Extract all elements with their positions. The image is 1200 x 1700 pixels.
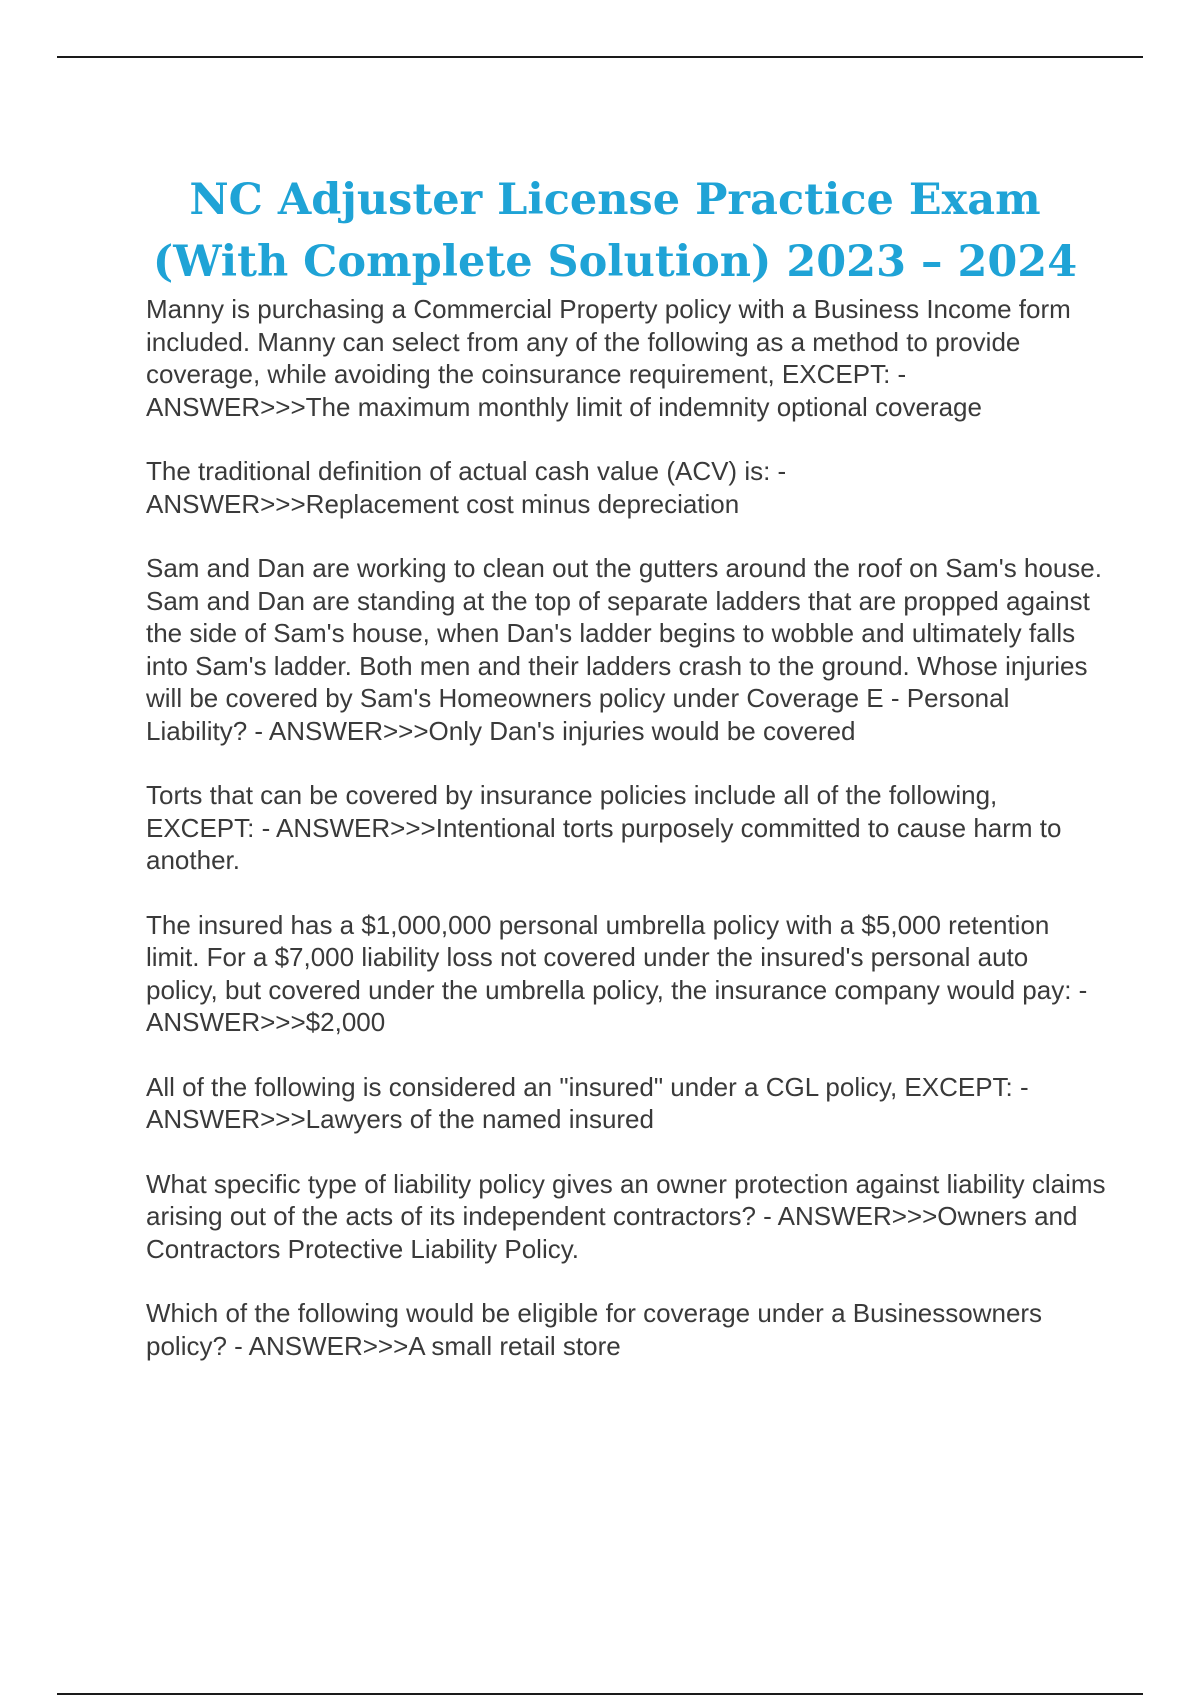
qa-item-8 — [146, 1297, 1106, 1362]
question-text: Manny is purchasing a Commercial Property policy with a Business Income form included. Manny can select from any of the following as a method to provide coverage, while avoiding the coinsurance requirement, EXCEPT: - — [146, 294, 1071, 389]
answer-text: ANSWER>>>Intentional torts purposely committed to cause harm to another. — [146, 812, 1062, 875]
answer-text: ANSWER>>>$2,000 — [146, 1007, 386, 1037]
qa-item-6 — [146, 1071, 1106, 1136]
qa-item-1 — [146, 293, 1106, 423]
qa-item-5 — [146, 909, 1106, 1039]
qa-item-4 — [146, 779, 1106, 877]
top-rule — [57, 56, 1143, 58]
question-text: Torts that can be covered by insurance policies include all of the following, EXCEPT: - — [146, 780, 998, 843]
question-text: Which of the following would be eligible for coverage under a Businessowners policy? - — [146, 1298, 1043, 1361]
answer-text: ANSWER>>>The maximum monthly limit of indemnity optional coverage — [146, 391, 982, 422]
answer-text: ANSWER>>>A small retail store — [248, 1330, 621, 1361]
qa-item-3 — [146, 552, 1106, 747]
question-text: The traditional definition of actual cash value (ACV) is: - — [146, 456, 787, 486]
bottom-rule — [57, 1693, 1143, 1695]
answer-text: ANSWER>>>Only Dan's injuries would be covered — [268, 715, 856, 746]
question-text: Sam and Dan are working to clean out the gutters around the roof on Sam's house. Sam and Dan are standing at the top of separate ladders that are propped against the side of Sam's house, when Dan's ladder begins to wobble and ultimately falls into Sam's ladder. Both men and their ladders crash to the ground. Whose injuries will be covered by Sam's Homeowners policy under Coverage E - Personal Liability? - — [146, 553, 1102, 746]
question-text: What specific type of liability policy gives an owner protection against liability claims arising out of the acts of its independent contractors? - — [146, 1168, 1106, 1231]
answer-text: ANSWER>>>Owners and Contractors Protective Liability Policy. — [146, 1201, 1078, 1264]
answer-text: ANSWER>>>Lawyers of the named insured — [146, 1104, 654, 1134]
question-text: The insured has a $1,000,000 personal umbrella policy with a $5,000 retention limit. For a $7,000 liability loss not covered under the insured's personal auto policy, but covered under the umbrella policy, the insurance company would pay: - — [146, 909, 1088, 1005]
question-text: All of the following is considered an "insured" under a CGL policy, EXCEPT: - — [146, 1071, 1029, 1102]
qa-list — [146, 293, 1106, 1394]
qa-item-7 — [146, 1168, 1106, 1266]
qa-item-2 — [146, 455, 1106, 520]
answer-text: ANSWER>>>Replacement cost minus depreciation — [146, 488, 740, 519]
page-title: NC Adjuster License Practice Exam (With Complete Solution) 2023 – 2024 — [152, 174, 1078, 287]
